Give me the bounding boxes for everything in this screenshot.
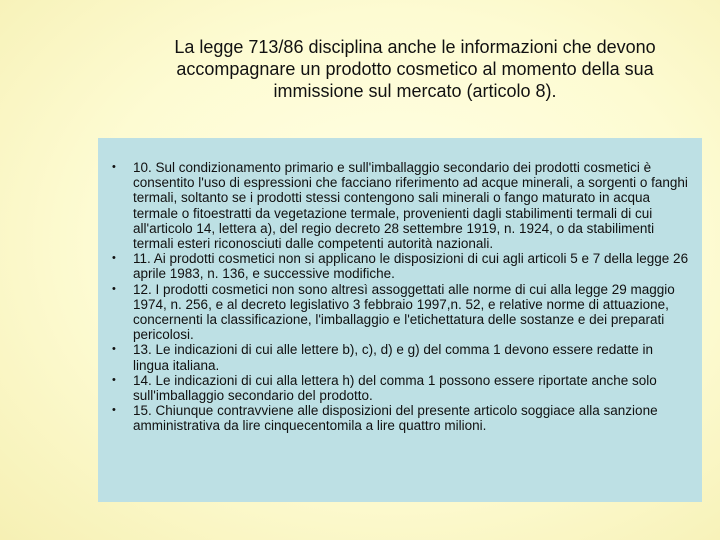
content-panel: [98, 138, 702, 502]
bullet-icon: •: [112, 161, 116, 173]
list-item-text: 15. Chiunque contravviene alle disposizioni del presente articolo soggiace alla sanzione amministrativa da lire cinquecentomila a lire quattro milioni.: [133, 403, 658, 434]
bullet-icon: •: [112, 404, 116, 417]
title-line: immissione sul mercato (articolo 8).: [273, 81, 557, 101]
slide-title: [130, 36, 700, 102]
list-item-text: 10. Sul condizionamento primario e sull'imballaggio secondario dei prodotti cosmetici è consentito l'uso di espressioni che facciano riferimento ad acque minerali, a sorgenti o fanghi termali, soltanto se i prodotti stessi contengono sali minerali o fango maturato in acqua termale o fitoestratti da vegetazione termale, provenienti dagli stabilimenti termali di cui all'articolo 14, lettera a), del regio decreto 28 settembre 1919, n. 1924, o da stabilimenti termali esteri riconosciuti dalle competenti autorità nazionali.: [133, 160, 688, 252]
bullet-icon: •: [112, 282, 116, 295]
list-item-text: 13. Le indicazioni di cui alle lettere b), c), d) e g) del comma 1 devono essere redatte in lingua italiana.: [133, 342, 654, 373]
list-item-text: 14. Le indicazioni di cui alla lettera h) del comma 1 possono essere riportate anche solo sull'imballaggio secondario del prodotto.: [133, 372, 657, 404]
title-line: La legge 713/86 disciplina anche le informazioni che devono: [174, 37, 656, 57]
list-item-text: 12. I prodotti cosmetici non sono altresì assoggettati alle norme di cui alla legge 29 maggio 1974, n. 256, e al decreto legislativo 3 febbraio 1997,n. 52, e relative norme di attuazione, concernenti la classificazione, l'imballaggio e l'etichettatura delle sostanze e dei preparati pericolosi.: [133, 281, 675, 343]
bullet-icon: •: [112, 343, 116, 356]
list-item: [98, 251, 702, 281]
title-line: accompagnare un prodotto cosmetico al momento della sua: [176, 59, 654, 79]
list-item-text: 11. Ai prodotti cosmetici non si applicano le disposizioni di cui agli articoli 5 e 7 della legge 26 aprile 1983, n. 136, e successive modifiche.: [133, 251, 689, 282]
bullet-icon: •: [112, 373, 116, 386]
list-item: [98, 342, 702, 372]
bullet-list: [98, 160, 702, 434]
list-item: [98, 373, 702, 403]
bullet-icon: •: [112, 252, 116, 265]
list-item: [98, 282, 702, 343]
list-item: [98, 160, 702, 251]
list-item: [98, 403, 702, 433]
